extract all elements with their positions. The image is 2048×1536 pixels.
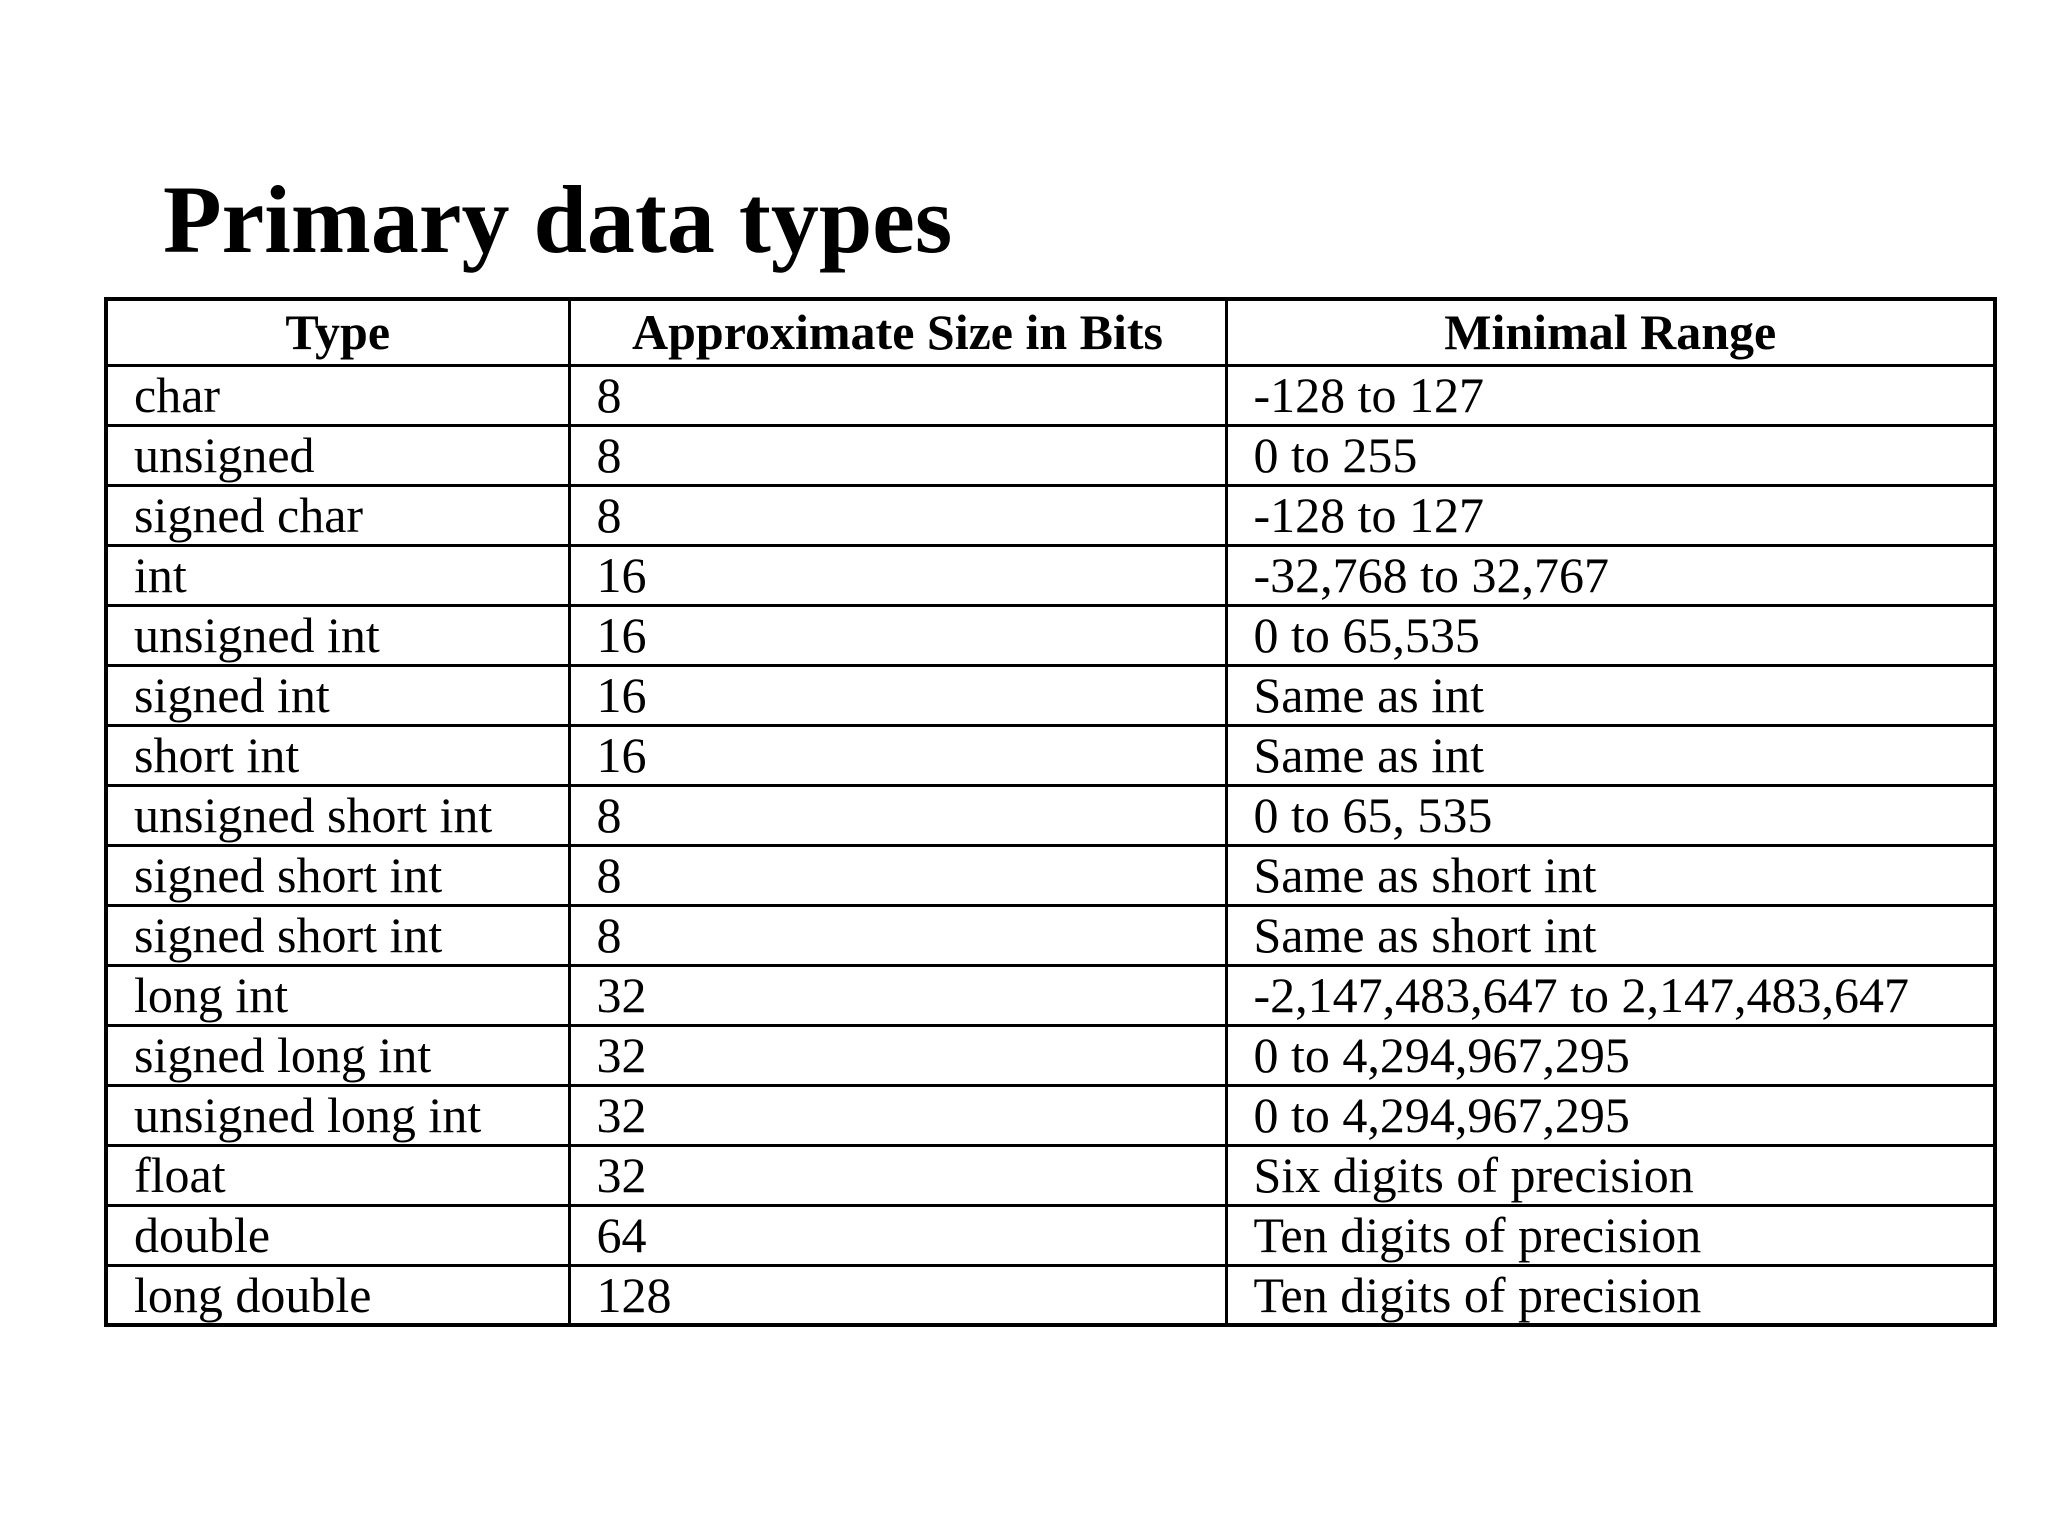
cell-range: Ten digits of precision	[1226, 1205, 1995, 1265]
cell-type: unsigned	[106, 425, 569, 485]
cell-size: 64	[569, 1205, 1226, 1265]
table-row	[106, 785, 1995, 845]
cell-size: 32	[569, 1085, 1226, 1145]
cell-size: 8	[569, 845, 1226, 905]
table-row	[106, 965, 1995, 1025]
cell-range: 0 to 4,294,967,295	[1226, 1085, 1995, 1145]
cell-type: short int	[106, 725, 569, 785]
table-row	[106, 485, 1995, 545]
cell-range: -2,147,483,647 to 2,147,483,647	[1226, 965, 1995, 1025]
table-row	[106, 545, 1995, 605]
cell-range: Same as int	[1226, 725, 1995, 785]
data-types-table	[104, 297, 1997, 1327]
cell-type: signed short int	[106, 905, 569, 965]
cell-type: signed int	[106, 665, 569, 725]
cell-size: 16	[569, 665, 1226, 725]
cell-size: 32	[569, 965, 1226, 1025]
header-type: Type	[106, 299, 569, 365]
cell-type: signed short int	[106, 845, 569, 905]
table-row	[106, 605, 1995, 665]
cell-type: unsigned short int	[106, 785, 569, 845]
cell-type: long double	[106, 1265, 569, 1325]
cell-range: -128 to 127	[1226, 485, 1995, 545]
page-title: Primary data types	[163, 166, 953, 273]
cell-range: 0 to 65,535	[1226, 605, 1995, 665]
cell-type: char	[106, 365, 569, 425]
table-row	[106, 365, 1995, 425]
header-size: Approximate Size in Bits	[569, 299, 1226, 365]
cell-size: 32	[569, 1025, 1226, 1085]
table-row	[106, 425, 1995, 485]
header-range: Minimal Range	[1226, 299, 1995, 365]
table-row	[106, 1205, 1995, 1265]
cell-range: Same as int	[1226, 665, 1995, 725]
table-row	[106, 905, 1995, 965]
cell-range: 0 to 4,294,967,295	[1226, 1025, 1995, 1085]
cell-range: Same as short int	[1226, 845, 1995, 905]
cell-size: 16	[569, 725, 1226, 785]
cell-range: Six digits of precision	[1226, 1145, 1995, 1205]
cell-size: 8	[569, 485, 1226, 545]
table-row	[106, 1265, 1995, 1325]
cell-range: 0 to 65, 535	[1226, 785, 1995, 845]
cell-range: Same as short int	[1226, 905, 1995, 965]
cell-type: signed char	[106, 485, 569, 545]
cell-type: unsigned long int	[106, 1085, 569, 1145]
table-header-row	[106, 299, 1995, 365]
cell-size: 8	[569, 365, 1226, 425]
table-row	[106, 1085, 1995, 1145]
cell-size: 8	[569, 425, 1226, 485]
cell-range: Ten digits of precision	[1226, 1265, 1995, 1325]
cell-range: 0 to 255	[1226, 425, 1995, 485]
table-row	[106, 845, 1995, 905]
cell-type: signed long int	[106, 1025, 569, 1085]
cell-type: double	[106, 1205, 569, 1265]
table-row	[106, 725, 1995, 785]
cell-size: 16	[569, 605, 1226, 665]
table-row	[106, 665, 1995, 725]
cell-type: float	[106, 1145, 569, 1205]
cell-size: 128	[569, 1265, 1226, 1325]
cell-type: unsigned int	[106, 605, 569, 665]
cell-size: 16	[569, 545, 1226, 605]
cell-size: 8	[569, 905, 1226, 965]
table-row	[106, 1145, 1995, 1205]
cell-type: long int	[106, 965, 569, 1025]
cell-range: -32,768 to 32,767	[1226, 545, 1995, 605]
cell-type: int	[106, 545, 569, 605]
table-row	[106, 1025, 1995, 1085]
cell-size: 8	[569, 785, 1226, 845]
cell-range: -128 to 127	[1226, 365, 1995, 425]
cell-size: 32	[569, 1145, 1226, 1205]
